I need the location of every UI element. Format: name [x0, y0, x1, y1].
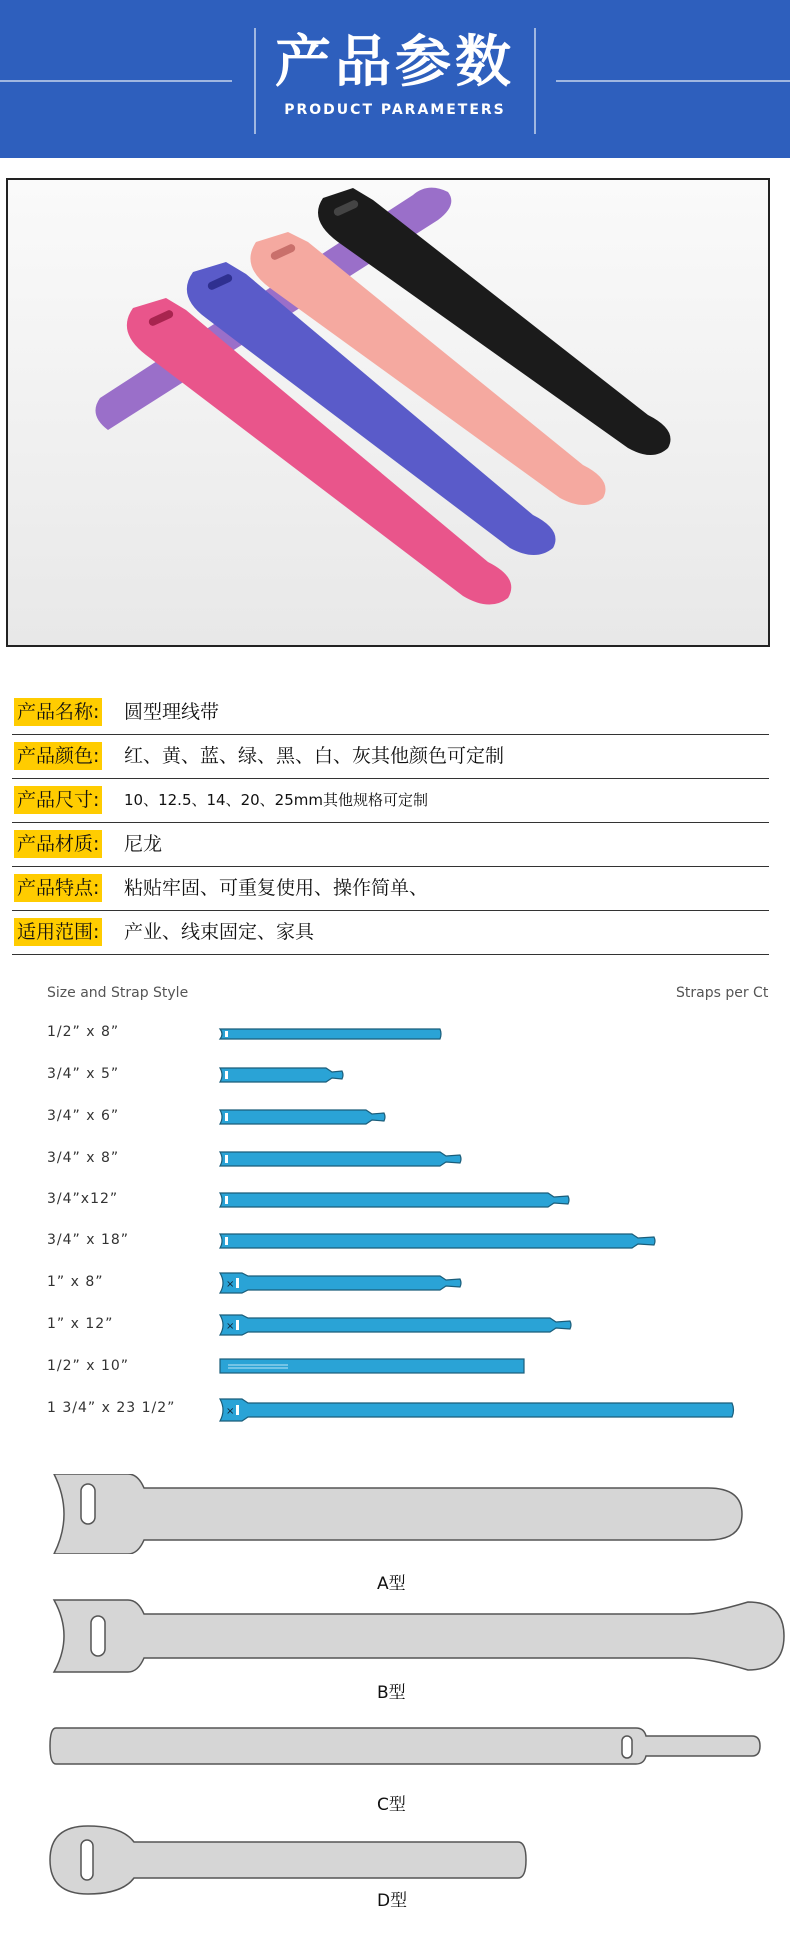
size-label: 1 3/4” x 23 1/2”: [47, 1400, 176, 1416]
type-c-diagram: [48, 1722, 764, 1770]
strap-half-8: [218, 1026, 444, 1042]
svg-text:×: ×: [226, 1406, 235, 1417]
strap-34-6: [218, 1107, 388, 1127]
spec-row-size: [12, 778, 769, 823]
strap-34-8: [218, 1149, 464, 1169]
type-a-label: A型: [377, 1574, 406, 1594]
size-label: 1/2” x 8”: [47, 1024, 120, 1040]
spec-row-name: [12, 690, 769, 735]
spec-row-features: [12, 866, 769, 911]
page-title: 产品参数: [275, 30, 515, 95]
type-a-diagram: [48, 1474, 748, 1554]
size-label: 3/4” x 6”: [47, 1108, 120, 1124]
strap-34-12: [218, 1190, 572, 1210]
strap-1-12: [218, 1312, 574, 1338]
svg-text:×: ×: [226, 1321, 235, 1332]
size-label: 1” x 8”: [47, 1274, 104, 1290]
cable-ties-illustration: [8, 180, 768, 645]
type-b-label: B型: [377, 1683, 406, 1703]
size-label: 3/4” x 8”: [47, 1150, 120, 1166]
spec-key: 产品颜色:: [14, 742, 102, 770]
size-label: 1” x 12”: [47, 1316, 114, 1332]
header-banner: [0, 0, 790, 158]
type-d-label: D型: [377, 1891, 408, 1911]
type-d-diagram: [48, 1820, 528, 1900]
product-photo: [6, 178, 770, 647]
spec-row-material: [12, 822, 769, 867]
size-label: 3/4” x 18”: [47, 1232, 130, 1248]
spec-key: 适用范围:: [14, 918, 102, 946]
spec-value: 10、12.5、14、20、25mm其他规格可定制: [124, 791, 428, 809]
spec-value: 红、黄、蓝、绿、黑、白、灰其他颜色可定制: [124, 745, 505, 767]
spec-value: 圆型理线带: [124, 701, 220, 723]
page-subtitle: PRODUCT PARAMETERS: [284, 102, 506, 118]
spec-value: 粘贴牢固、可重复使用、操作简单、: [124, 877, 429, 899]
size-label: 1/2” x 10”: [47, 1358, 130, 1374]
type-b-diagram: [48, 1598, 790, 1676]
size-label: 3/4” x 5”: [47, 1066, 120, 1082]
spec-key: 产品尺寸:: [14, 786, 102, 814]
spec-value: 产业、线束固定、家具: [124, 921, 315, 943]
strap-134-2312: [218, 1396, 738, 1424]
spec-key: 产品特点:: [14, 874, 102, 902]
spec-value: 尼龙: [124, 833, 163, 855]
svg-text:×: ×: [226, 1279, 235, 1290]
strap-34-18: [218, 1231, 658, 1251]
straps-per-count-header: Straps per Ct: [676, 985, 769, 1001]
type-c-label: C型: [377, 1795, 406, 1815]
size-label: 3/4”x12”: [47, 1191, 119, 1207]
spec-row-usage: [12, 910, 769, 955]
spec-key: 产品材质:: [14, 830, 102, 858]
strap-1-8: [218, 1270, 464, 1296]
spec-key: 产品名称:: [14, 698, 102, 726]
strap-34-5: [218, 1065, 346, 1085]
spec-row-color: [12, 734, 769, 779]
size-column-header: Size and Strap Style: [47, 985, 189, 1001]
strap-half-10: [218, 1356, 528, 1376]
